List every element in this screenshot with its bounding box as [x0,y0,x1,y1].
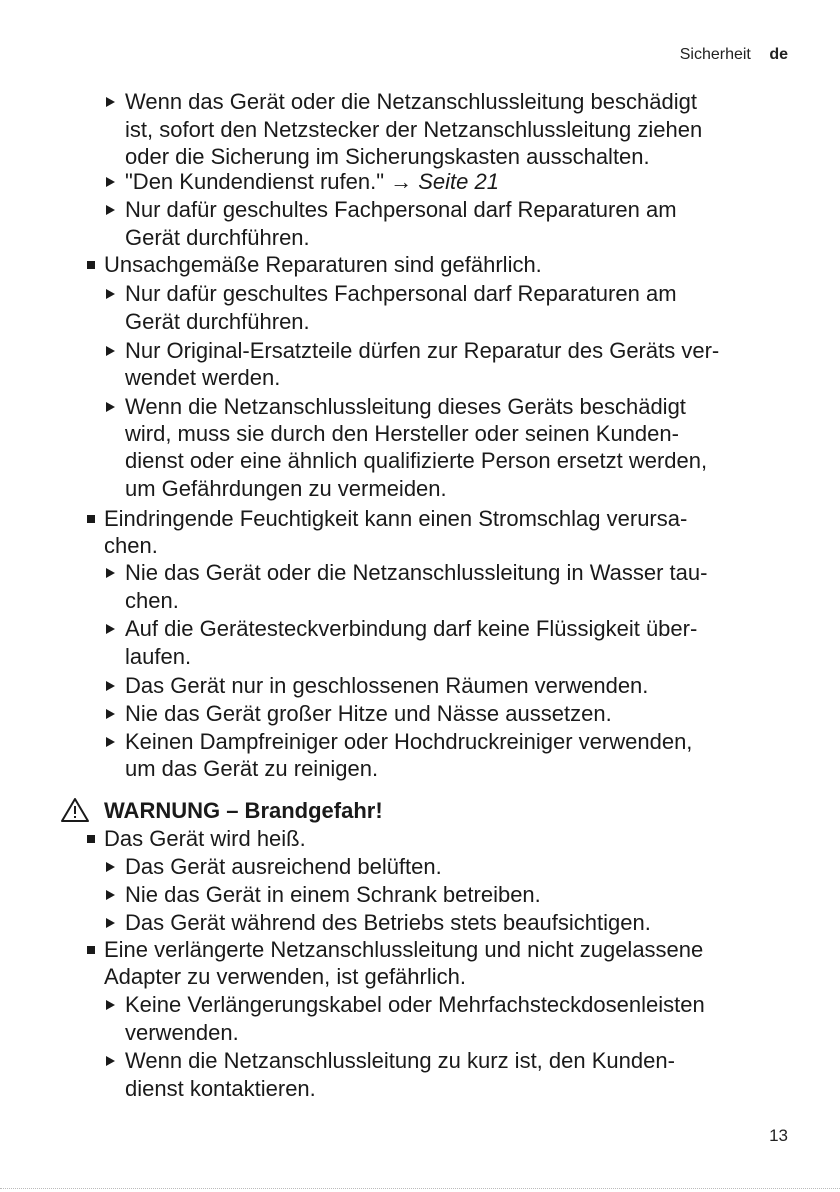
step-marker-icon [106,737,115,747]
square-bullet-icon [87,261,95,269]
text-line: Unsachgemäße Reparaturen sind gefährlich. [104,252,542,277]
text-line: Adapter zu verwenden, ist gefährlich. [104,964,466,989]
square-bullet-icon [87,515,95,523]
step-marker-icon [106,1056,115,1066]
text-line: Nie das Gerät in einem Schrank betreiben. [125,882,541,907]
step-marker-icon [106,918,115,928]
step-marker-icon [106,97,115,107]
page-reference-link[interactable]: Seite 21 [418,169,499,194]
square-bullet-icon [87,835,95,843]
text-line: chen. [104,533,158,558]
step-marker-icon [106,890,115,900]
text-line: Gerät durchführen. [125,309,310,334]
section-title: Sicherheit [679,46,751,63]
text-line: wendet werden. [125,365,281,390]
page-number: 13 [769,1126,788,1145]
text-line: Nur dafür geschultes Fachpersonal darf Reparaturen am [125,197,677,222]
text-line: Das Gerät während des Betriebs stets beaufsichtigen. [125,910,651,935]
text-line: Nie das Gerät großer Hitze und Nässe aussetzen. [125,701,612,726]
page-header [680,46,788,64]
text-line: Nur dafür geschultes Fachpersonal darf Reparaturen am [125,281,677,306]
text-line: Eindringende Feuchtigkeit kann einen Stromschlag verursa- [104,506,688,531]
text-line: um das Gerät zu reinigen. [125,756,379,781]
text-line: dienst kontaktieren. [125,1076,316,1101]
warning-title: WARNUNG – Brandgefahr! [104,798,383,823]
text-line: Keine Verlängerungskabel oder Mehrfachsteckdosenleisten [125,992,705,1017]
text-line: Das Gerät ausreichend belüften. [125,854,442,879]
warning-triangle-icon [60,797,90,823]
text-line: Nur Original-Ersatzteile dürfen zur Reparatur des Geräts ver- [125,338,720,363]
step-marker-icon [106,862,115,872]
instruction-text: "Den Kundendienst rufen." → [125,169,419,194]
text-line: Nie das Gerät oder die Netzanschlussleitung in Wasser tau- [125,560,708,585]
step-marker-icon [106,177,115,187]
step-marker-icon [106,346,115,356]
text-line: chen. [125,588,179,613]
text-line: Wenn die Netzanschlussleitung dieses Geräts beschädigt [125,394,686,419]
square-bullet-icon [87,946,95,954]
step-marker-icon [106,1000,115,1010]
page-bottom-divider [0,1188,840,1189]
text-line: um Gefährdungen zu vermeiden. [125,476,447,501]
text-line: dienst oder eine ähnlich qualifizierte Person ersetzt werden, [125,448,708,473]
text-line: verwenden. [125,1020,239,1045]
language-code: de [769,46,788,63]
text-line [125,168,499,196]
step-marker-icon [106,568,115,578]
text-line: Eine verlängerte Netzanschlussleitung und nicht zugelassene [104,937,704,962]
text-line: Das Gerät wird heiß. [104,826,306,851]
text-line: Auf die Gerätesteckverbindung darf keine Flüssigkeit über- [125,616,698,641]
text-line: Wenn das Gerät oder die Netzanschlussleitung beschädigt [125,89,697,114]
text-line: Wenn die Netzanschlussleitung zu kurz ist, den Kunden- [125,1048,675,1073]
step-marker-icon [106,289,115,299]
text-line: oder die Sicherung im Sicherungskasten ausschalten. [125,144,650,169]
step-marker-icon [106,205,115,215]
text-line: wird, muss sie durch den Hersteller oder seinen Kunden- [125,421,679,446]
step-marker-icon [106,709,115,719]
text-line: Gerät durchführen. [125,225,310,250]
text-line: ist, sofort den Netzstecker der Netzanschlussleitung ziehen [125,117,703,142]
step-marker-icon [106,624,115,634]
text-line: Keinen Dampfreiniger oder Hochdruckreiniger verwenden, [125,729,693,754]
text-line: Das Gerät nur in geschlossenen Räumen verwenden. [125,673,649,698]
step-marker-icon [106,402,115,412]
step-marker-icon [106,681,115,691]
text-line: laufen. [125,644,192,669]
